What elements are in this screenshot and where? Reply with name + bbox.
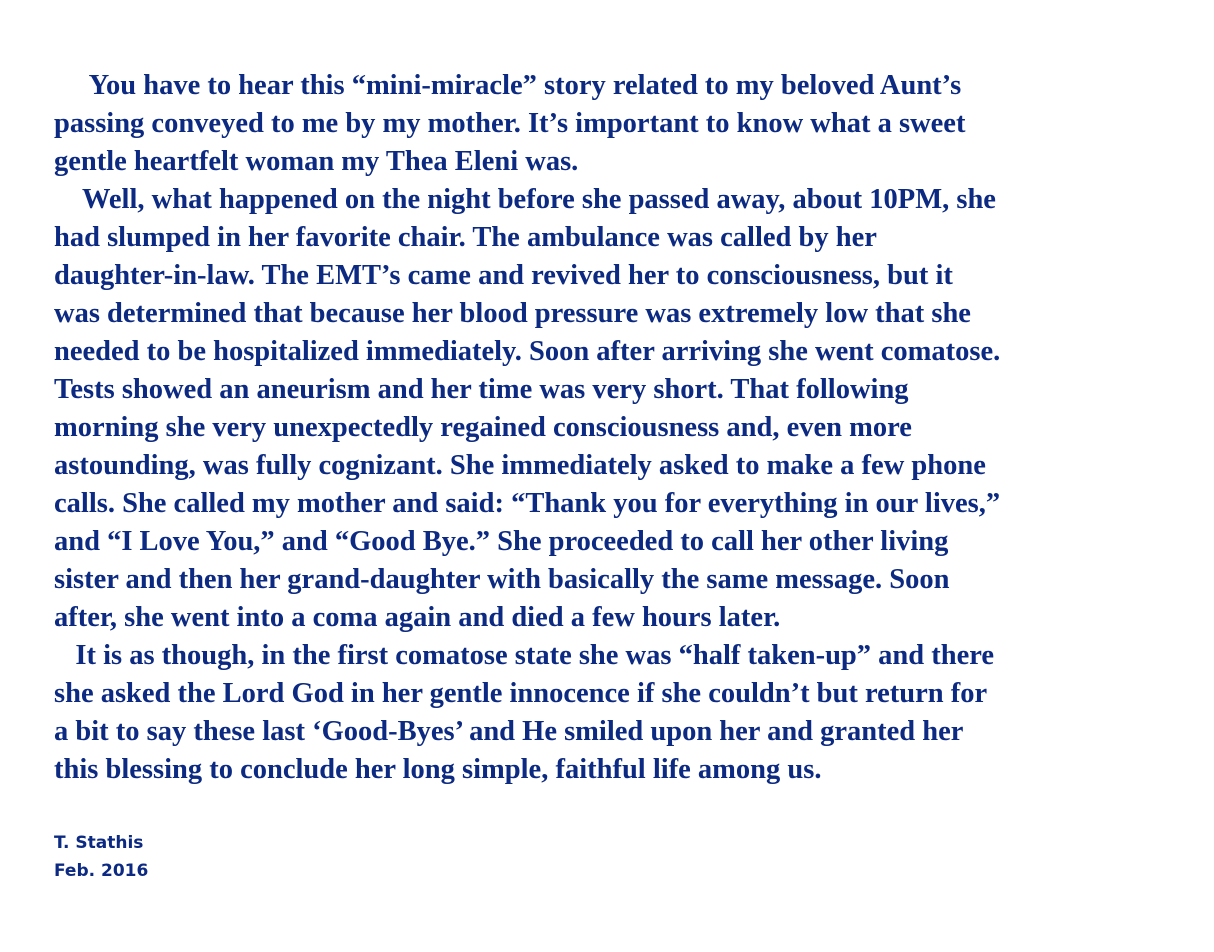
story-line: needed to be hospitalized immediately. Soon after arriving she went comatose. xyxy=(54,336,1001,367)
story-line: sister and then her grand-daughter with basically the same message. Soon xyxy=(54,564,950,595)
story-body xyxy=(54,67,1194,789)
story-line: a bit to say these last ‘Good-Byes’ and He smiled upon her and granted her xyxy=(54,716,964,747)
story-line: was determined that because her blood pressure was extremely low that she xyxy=(54,298,971,329)
story-line: morning she very unexpectedly regained consciousness and, even more xyxy=(54,412,912,443)
story-line: calls. She called my mother and said: “Thank you for everything in our lives,” xyxy=(54,488,1001,519)
story-line: after, she went into a coma again and died a few hours later. xyxy=(54,602,781,633)
story-line: It is as though, in the first comatose state she was “half taken-up” and there xyxy=(54,640,994,671)
signature-date: Feb. 2016 xyxy=(54,861,149,881)
story-line: daughter-in-law. The EMT’s came and revived her to consciousness, but it xyxy=(54,260,953,291)
story-line: had slumped in her favorite chair. The ambulance was called by her xyxy=(54,222,877,253)
story-line: You have to hear this “mini-miracle” story related to my beloved Aunt’s xyxy=(54,70,962,101)
story-line: and “I Love You,” and “Good Bye.” She proceeded to call her other living xyxy=(54,526,949,557)
story-line: Well, what happened on the night before she passed away, about 10PM, she xyxy=(54,184,996,215)
signature-author: T. Stathis xyxy=(54,833,144,853)
story-line: Tests showed an aneurism and her time was very short. That following xyxy=(54,374,909,405)
story-line: gentle heartfelt woman my Thea Eleni was. xyxy=(54,146,579,177)
story-line: astounding, was fully cognizant. She immediately asked to make a few phone xyxy=(54,450,986,481)
story-line: she asked the Lord God in her gentle innocence if she couldn’t but return for xyxy=(54,678,988,709)
signature-block xyxy=(54,829,148,885)
story-line: passing conveyed to me by my mother. It’s important to know what a sweet xyxy=(54,108,966,139)
story-line: this blessing to conclude her long simple, faithful life among us. xyxy=(54,754,822,785)
